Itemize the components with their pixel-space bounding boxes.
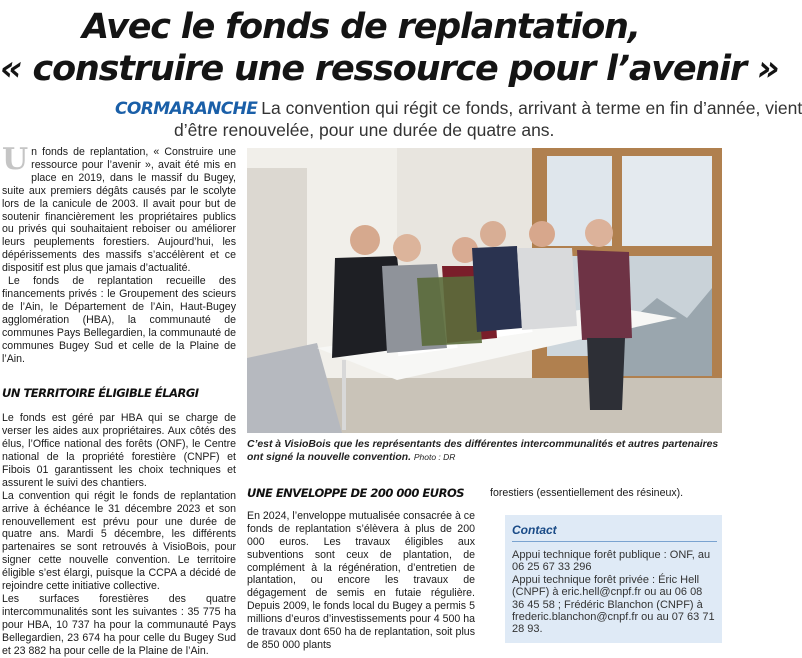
contact-details bbox=[512, 549, 717, 636]
left-column bbox=[2, 142, 236, 658]
paragraph-convention: La convention qui régit le fonds de replantation arrive à échéance le 31 décembre 2023 et son renouvellement est prévu pour une durée de quatre ans. Mardi 5 décembre, les différents partenaires se sont retrouvés à VisioBois, pour signer cette nouvelle convention. Le territoire éligible s’est élargi, puisque la CCPA a décidé de rejoindre cette initiative collective. bbox=[2, 489, 236, 593]
paragraph-funding: Le fonds de replantation recueille des financements privés : le Groupement des scieurs de l’Ain, le Département de l’Ain, Haut-Bugey agglomération (HBA), la communauté de communes Pays Bellegardien, la communauté de communes Bugey Sud et celle de la Plaine de l’Ain. bbox=[2, 275, 236, 365]
article-photo bbox=[247, 148, 722, 433]
chapo-line-1: La convention qui régit ce fonds, arrivant à terme en fin d’année, vient bbox=[261, 98, 802, 118]
subhead-enveloppe: UNE ENVELOPPE DE 200 000 EUROS bbox=[247, 486, 464, 500]
article-chapo bbox=[0, 98, 802, 141]
location-kicker: CORMARANCHE bbox=[115, 99, 258, 119]
contact-public: Appui technique forêt publique : ONF, au 06 25 67 33 296 bbox=[512, 549, 711, 574]
paragraph-intro: Un fonds de replantation, « Construire une ressource pour l’avenir », avait été mis en place en 2019, dans le massif du Bugey, suite aux premiers dégâts causés par le scolyte lors de la canicule de 2003. Il avait pour but de soutenir financièrement les propriétaires publics ou privés qui souhaitaient reboiser ou améliorer leurs peuplements forestiers. Aujourd’hui, les dépérissements des massifs s’accélèrent et ce dispositif est plus que jamais d’actualité. bbox=[2, 142, 236, 275]
subhead-territoire: UN TERRITOIRE ÉLIGIBLE ÉLARGI bbox=[2, 386, 199, 401]
paragraph-management: Le fonds est géré par HBA qui se charge de verser les aides aux propriétaires. Aux côtés des élus, l’Office national des forêts (ONF), le Centre national de la propriété forestière (CNPF) et Fibois 01 garantissent les choix techniques et assurent le suivi des chantiers. bbox=[2, 412, 236, 489]
drop-cap: U bbox=[2, 142, 29, 177]
paragraph-surfaces: Les surfaces forestières des quatre intercommunalités sont les suivantes : 35 775 ha pour HBA, 10 737 ha pour la communauté Pays Bellegardien, 23 674 ha pour celle du Bugey Sud et 23 882 ha pour celle de la Plaine de l’Ain. bbox=[2, 593, 236, 657]
right-column-continuation: forestiers (essentiellement des résineux). bbox=[490, 487, 684, 499]
headline-line-1: Avec le fonds de replantation, bbox=[82, 7, 640, 47]
contact-divider bbox=[512, 541, 717, 542]
headline-line-2: « construire une ressource pour l’avenir » bbox=[0, 49, 779, 89]
middle-column bbox=[247, 487, 475, 652]
caption-text: C’est à VisioBois que les représentants des différentes intercommunalités et autres partenaires ont signé la nouvelle convention. bbox=[247, 439, 719, 463]
photo-credit: Photo : DR bbox=[413, 452, 456, 462]
photo-caption bbox=[247, 438, 722, 464]
paragraph-enveloppe: En 2024, l’enveloppe mutualisée consacrée à ce fonds de replantation s’élèvera à plus de 200 000 euros. Les travaux éligibles aux subventions sont ceux de plantation, de complément à la régénération, d’entretien de plantation, ou encore les travaux de dégagement de semis en futaie régulière. Depuis 2009, le fonds local du Bugey a permis 5 millions d’euros d’investissements pour 4 500 ha de travaux dont 650 ha de replantation, soit plus de 850 000 plants bbox=[247, 509, 475, 651]
contact-private: Appui technique forêt privée : Éric Hell (CNPF) à eric.hell@cnpf.fr ou au 06 08 36 45 58 ; Frédéric Blanchon (CNPF) à frederic.blanchon@cnpf.fr ou au 07 63 71 28 93. bbox=[512, 573, 715, 636]
signing-ceremony-photo bbox=[247, 148, 722, 433]
chapo-line-2: d’être renouvelée, pour une durée de quatre ans. bbox=[174, 120, 555, 140]
article-headline bbox=[0, 6, 779, 90]
contact-title: Contact bbox=[512, 523, 557, 537]
